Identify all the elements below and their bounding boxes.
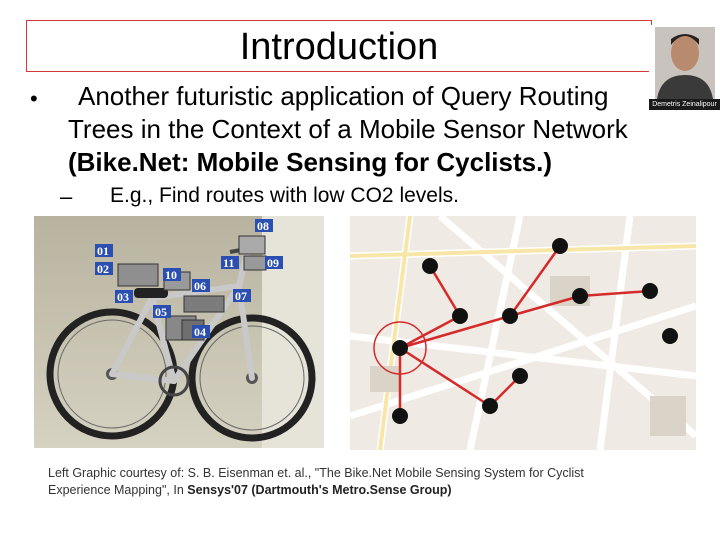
sensor-label-09: 09 xyxy=(267,256,279,270)
caption-line-2 xyxy=(48,482,668,499)
sensor-label-11: 11 xyxy=(223,256,235,270)
sensor-label-03: 03 xyxy=(117,290,129,304)
sensor-label-07: 07 xyxy=(235,289,247,303)
slide-title: Introduction xyxy=(239,26,439,68)
caption-line-1: Left Graphic courtesy of: S. B. Eisenman et. al., "The Bike.Net Mobile Sensing System for Cyclist xyxy=(48,466,584,480)
sensor-label-10: 10 xyxy=(165,268,177,282)
image-credit-caption xyxy=(48,465,668,499)
sub-bullet-symbol: – xyxy=(60,184,73,209)
sensor-label-04: 04 xyxy=(194,325,206,339)
sub-bullet-text: E.g., Find routes with low CO2 levels. xyxy=(110,184,459,207)
sensor-label-01: 01 xyxy=(97,244,109,258)
bicycle-photo xyxy=(34,216,324,448)
city-map xyxy=(350,216,696,450)
bullet-line-1: Another futuristic application of Query Routing xyxy=(78,81,609,111)
sensor-label-06: 06 xyxy=(194,279,206,293)
bullet-text xyxy=(68,80,720,179)
sensor-label-08: 08 xyxy=(257,219,269,233)
sensor-label-05: 05 xyxy=(155,305,167,319)
author-caption: Demetris Zeinalipour xyxy=(649,99,720,110)
sensor-label-02: 02 xyxy=(97,262,109,276)
caption-line-2-prefix: Experience Mapping", In xyxy=(48,483,188,497)
bullet-symbol: • xyxy=(30,86,38,111)
caption-line-2-bold: Sensys'07 (Dartmouth's Metro.Sense Group) xyxy=(187,483,452,497)
bullet-line-3: (Bike.Net: Mobile Sensing for Cyclists.) xyxy=(68,147,552,177)
bullet-line-2: Trees in the Context of a Mobile Sensor Network xyxy=(68,114,628,144)
